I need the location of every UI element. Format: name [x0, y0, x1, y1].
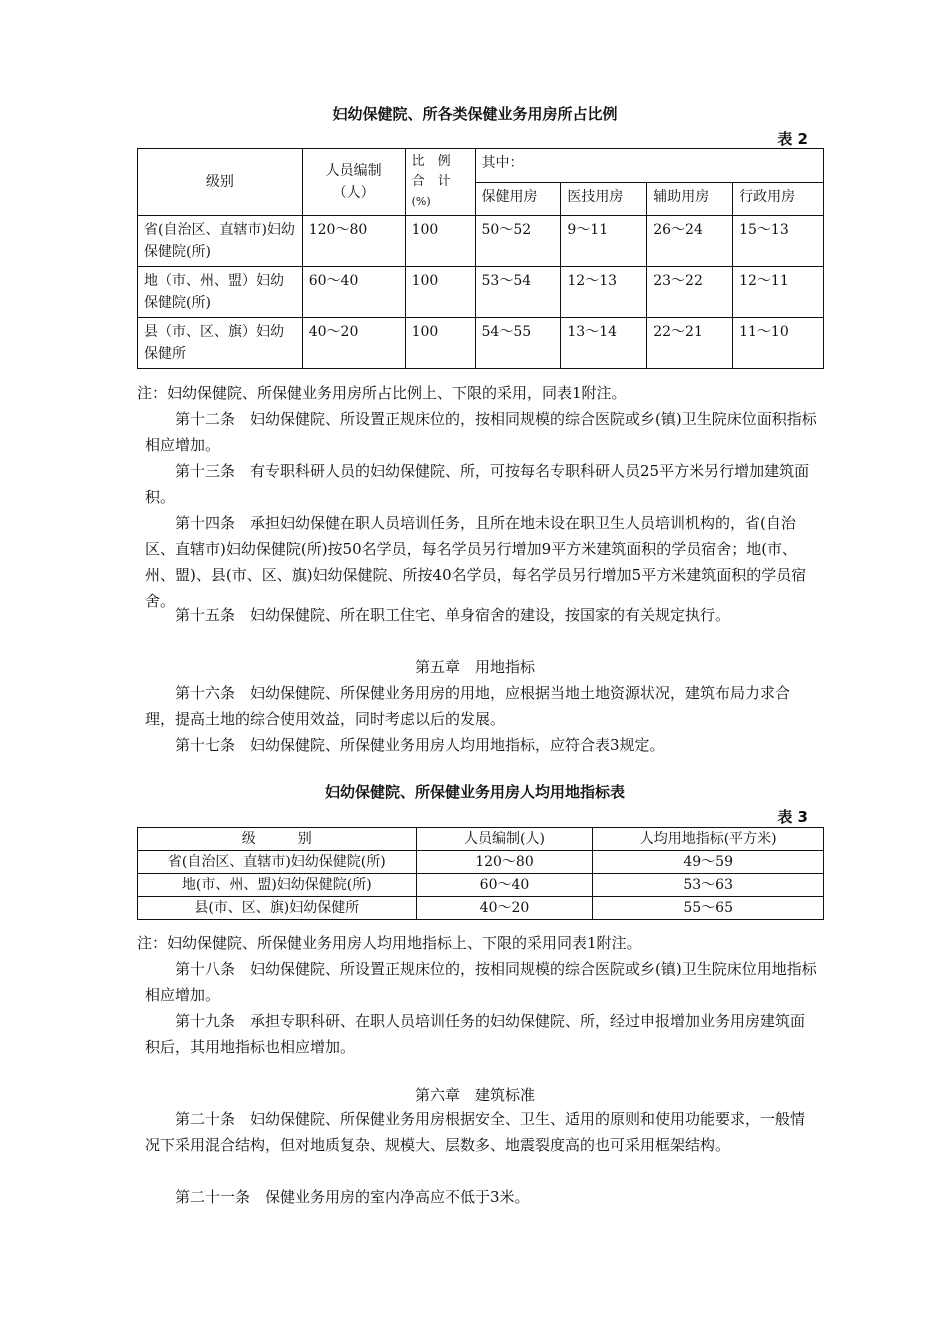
chapter5-heading: 第五章 用地指标	[414, 658, 535, 676]
cell-staff: 120～80	[302, 216, 405, 267]
article-17: 第十七条 妇幼保健院、所保健业务用房人均用地指标，应符合表3规定。	[175, 736, 665, 754]
cell-ratio: 100	[405, 318, 475, 369]
article-14: 第十四条 承担妇幼保健在职人员培训任务，且所在地未设在职卫生人员培训机构的，省(自治区、直辖市)妇幼保健院(所)按50名学员，每名学员另行增加9平方米建筑面积的学员宿舍；地(市、州、盟)、县(市、区、旗)妇幼保健院、所按40名学员，每名学员另行增加5平方米建筑面积的学员宿舍。	[145, 514, 807, 610]
cell-staff: 60～40	[416, 874, 593, 897]
cell-land: 49～59	[593, 851, 824, 874]
cell-aux: 22～21	[647, 318, 733, 369]
cell-level: 地（市、州、盟）妇幼保健院(所)	[138, 267, 303, 318]
header-health: 保健用房	[475, 182, 561, 216]
article-21: 第二十一条 保健业务用房的室内净高应不低于3米。	[175, 1188, 530, 1206]
table3-label: 表 3	[777, 808, 808, 826]
table3-title: 妇幼保健院、所保健业务用房人均用地指标表	[324, 783, 625, 801]
header-admin: 行政用房	[733, 182, 824, 216]
header-level: 级别	[138, 149, 303, 216]
chapter6-heading: 第六章 建筑标准	[414, 1086, 535, 1104]
article-18: 第十八条 妇幼保健院、所设置正规床位的，按相同规模的综合医院或乡(镇)卫生院床位用地指标相应增加。	[145, 960, 817, 1004]
cell-staff: 40～20	[302, 318, 405, 369]
table-row	[138, 897, 824, 920]
table-row	[138, 851, 824, 874]
table2-label: 表 2	[777, 130, 808, 148]
header-level: 级 别	[138, 828, 417, 851]
table2	[137, 148, 824, 369]
header-ratio-line1: 比 例	[411, 154, 451, 169]
table-row	[138, 318, 824, 369]
table-row	[138, 216, 824, 267]
header-land: 人均用地指标(平方米)	[593, 828, 824, 851]
cell-health: 50～52	[475, 216, 561, 267]
article-12: 第十二条 妇幼保健院、所设置正规床位的，按相同规模的综合医院或乡(镇)卫生院床位面积指标相应增加。	[145, 410, 817, 454]
header-ratio	[405, 149, 475, 216]
table-row	[138, 874, 824, 897]
article-20: 第二十条 妇幼保健院、所保健业务用房根据安全、卫生、适用的原则和使用功能要求，一般情况下采用混合结构，但对地质复杂、规模大、层数多、地震裂度高的也可采用框架结构。	[145, 1110, 806, 1154]
cell-aux: 26～24	[647, 216, 733, 267]
cell-land: 55～65	[593, 897, 824, 920]
cell-admin: 12～11	[733, 267, 824, 318]
table3-note: 注：妇幼保健院、所保健业务用房人均用地指标上、下限的采用同表1附注。	[137, 934, 642, 952]
header-staff: 人员编制(人)	[416, 828, 593, 851]
header-aux: 辅助用房	[647, 182, 733, 216]
table-row	[138, 267, 824, 318]
cell-admin: 11～10	[733, 318, 824, 369]
cell-medtech: 13～14	[561, 318, 647, 369]
cell-level: 省(自治区、直辖市)妇幼保健院(所)	[138, 216, 303, 267]
cell-health: 53～54	[475, 267, 561, 318]
table2-title: 妇幼保健院、所各类保健业务用房所占比例	[332, 105, 618, 123]
cell-aux: 23～22	[647, 267, 733, 318]
cell-ratio: 100	[405, 216, 475, 267]
table2-note: 注：妇幼保健院、所保健业务用房所占比例上、下限的采用，同表1附注。	[137, 384, 627, 402]
cell-ratio: 100	[405, 267, 475, 318]
cell-level: 省(自治区、直辖市)妇幼保健院(所)	[138, 851, 417, 874]
table3	[137, 827, 824, 920]
article-13: 第十三条 有专职科研人员的妇幼保健院、所，可按每名专职科研人员25平方米另行增加建筑面积。	[145, 462, 810, 506]
header-ratio-line2: 合 计	[411, 174, 451, 189]
article-19: 第十九条 承担专职科研、在职人员培训任务的妇幼保健院、所，经过申报增加业务用房建筑面积后，其用地指标也相应增加。	[145, 1012, 806, 1056]
header-of-which: 其中：	[475, 149, 823, 183]
header-ratio-unit: (%)	[411, 195, 431, 208]
cell-level: 县（市、区、旗）妇幼保健所	[138, 318, 303, 369]
header-medtech: 医技用房	[561, 182, 647, 216]
cell-medtech: 9～11	[561, 216, 647, 267]
cell-medtech: 12～13	[561, 267, 647, 318]
cell-staff: 120～80	[416, 851, 593, 874]
cell-health: 54～55	[475, 318, 561, 369]
article-15: 第十五条 妇幼保健院、所在职工住宅、单身宿舍的建设，按国家的有关规定执行。	[175, 606, 731, 624]
header-staff: 人员编制（人）	[302, 149, 405, 216]
cell-land: 53～63	[593, 874, 824, 897]
cell-staff: 40～20	[416, 897, 593, 920]
cell-level: 县(市、区、旗)妇幼保健所	[138, 897, 417, 920]
article-16: 第十六条 妇幼保健院、所保健业务用房的用地，应根据当地土地资源状况，建筑布局力求合理，提高土地的综合使用效益，同时考虑以后的发展。	[145, 684, 791, 728]
cell-staff: 60～40	[302, 267, 405, 318]
cell-level: 地(市、州、盟)妇幼保健院(所)	[138, 874, 417, 897]
cell-admin: 15～13	[733, 216, 824, 267]
